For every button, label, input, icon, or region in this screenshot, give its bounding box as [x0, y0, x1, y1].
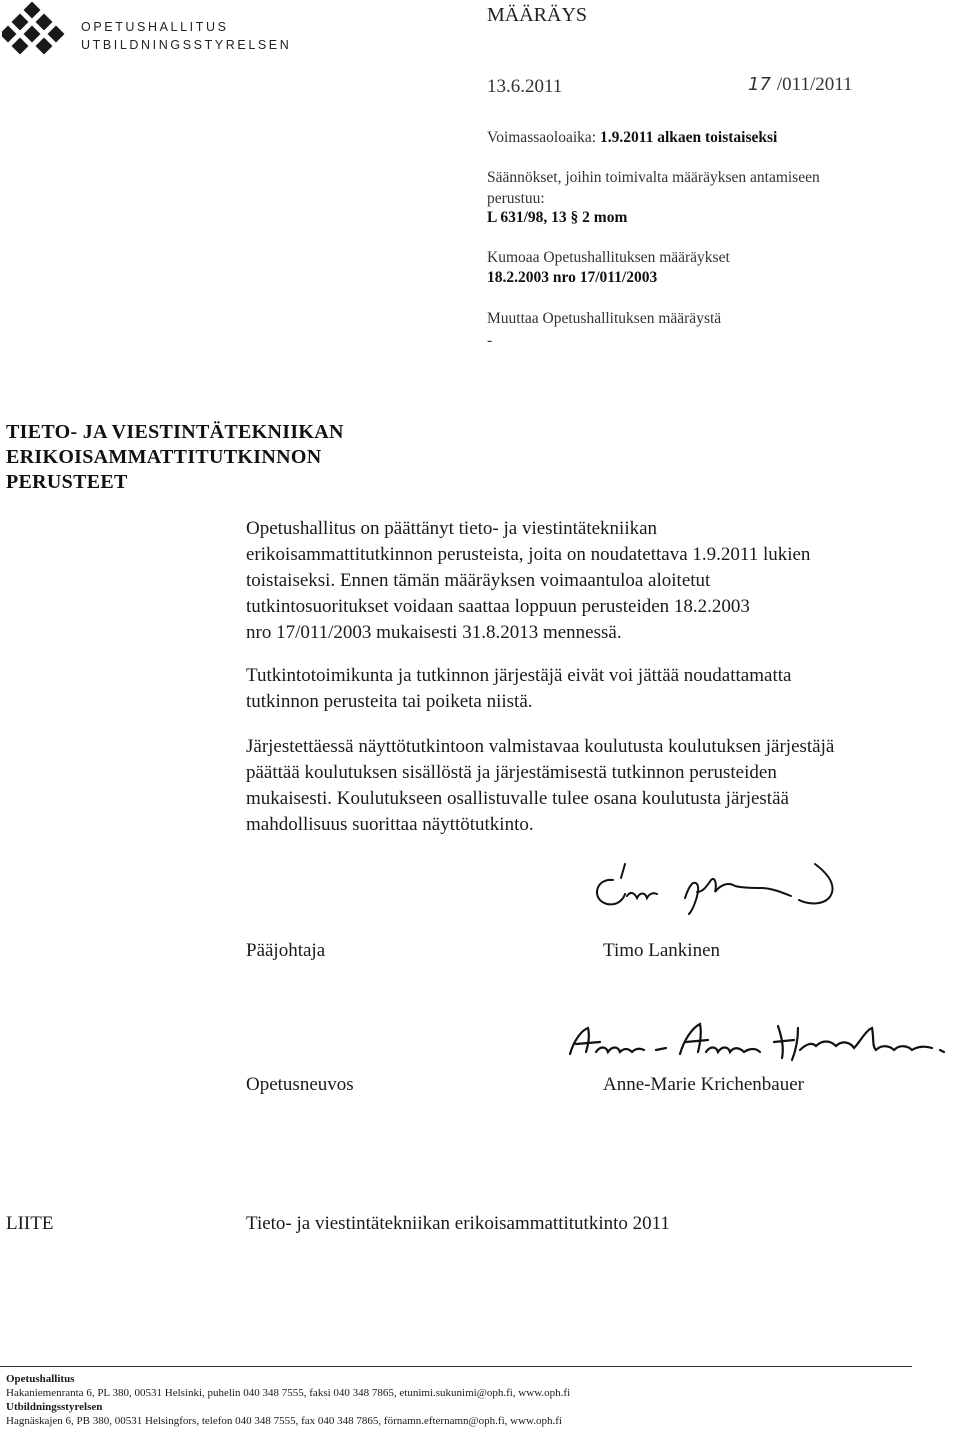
paragraph-2	[246, 663, 791, 715]
signer-1-name: Timo Lankinen	[603, 940, 720, 961]
oph-logo-icon	[2, 2, 68, 62]
footer-divider	[0, 1366, 912, 1367]
paragraph-3	[246, 734, 834, 838]
title-line2: ERIKOISAMMATTITUTKINNON	[6, 446, 322, 468]
org-name-sv: UTBILDNINGSSTYRELSEN	[81, 38, 292, 52]
paragraph-2-line: tutkinnon perusteita tai poiketa niistä.	[246, 691, 533, 712]
doc-date: 13.6.2011	[487, 76, 563, 97]
basis-line2: perustuu:	[487, 190, 545, 207]
paragraph-3-line: Järjestettäessä näyttötutkintoon valmistavaa koulutusta koulutuksen järjestäjä	[246, 736, 835, 757]
org-name-fi: OPETUSHALLITUS	[81, 20, 229, 34]
doc-number-handwritten: 17	[748, 74, 771, 95]
title-line3: PERUSTEET	[6, 471, 128, 493]
paragraph-3-line: mukaisesti. Koulutukseen osallistuvalle tulee osana koulutusta järjestää	[246, 788, 789, 809]
validity-value: 1.9.2011 alkaen toistaiseksi	[599, 129, 778, 146]
signature-timo-lankinen	[585, 858, 845, 918]
paragraph-1-line: erikoisammattitutkinnon perusteista, joita on noudatettava 1.9.2011 lukien	[246, 544, 811, 565]
footer-org-sv: Utbildningsstyrelsen	[6, 1401, 103, 1413]
footer	[6, 1372, 570, 1428]
paragraph-1	[246, 516, 810, 646]
paragraph-1-line: tutkintosuoritukset voidaan saattaa loppuun perusteiden 18.2.2003	[246, 596, 750, 617]
paragraph-1-line: Opetushallitus on päättänyt tieto- ja viestintätekniikan	[246, 518, 658, 539]
validity	[487, 128, 777, 148]
signer-1-role: Pääjohtaja	[246, 940, 326, 961]
title-line1: TIETO- JA VIESTINTÄTEKNIIKAN	[6, 421, 344, 443]
doc-number	[748, 74, 853, 96]
attachment-title: Tieto- ja viestintätekniikan erikoisammattitutkinto 2011	[246, 1213, 670, 1234]
signature-anne-marie-krichenbauer	[560, 1014, 960, 1070]
paragraph-3-line: mahdollisuus suorittaa näyttötutkinto.	[246, 814, 534, 835]
signer-2-role: Opetusneuvos	[246, 1074, 354, 1095]
footer-org-fi: Opetushallitus	[6, 1373, 75, 1385]
repeals-value: 18.2.2003 nro 17/011/2003	[487, 269, 658, 286]
paragraph-1-line: nro 17/011/2003 mukaisesti 31.8.2013 mennessä.	[246, 622, 622, 643]
doc-type: MÄÄRÄYS	[487, 4, 588, 26]
basis-value: L 631/98, 13 § 2 mom	[487, 209, 628, 226]
doc-number-printed: /011/2011	[776, 74, 853, 95]
attachment-label: LIITE	[6, 1213, 54, 1234]
footer-address-sv: Hagnäskajen 6, PB 380, 00531 Helsingfors, telefon 040 348 7555, fax 040 348 7865, förnamn.efternamn@oph.fi, www.oph.fi	[6, 1415, 562, 1427]
repeals-label: Kumoaa Opetushallituksen määräykset	[487, 249, 730, 266]
paragraph-1-line: toistaiseksi. Ennen tämän määräyksen voimaantuloa aloitetut	[246, 570, 711, 591]
amends-label: Muuttaa Opetushallituksen määräystä	[487, 310, 722, 327]
paragraph-2-line: Tutkintotoimikunta ja tutkinnon järjestäjä eivät voi jättää noudattamatta	[246, 665, 792, 686]
signer-2-name: Anne-Marie Krichenbauer	[603, 1074, 804, 1095]
footer-address-fi: Hakaniemenranta 6, PL 380, 00531 Helsinki, puhelin 040 348 7555, faksi 040 348 7865, etunimi.sukunimi@oph.fi, www.oph.fi	[6, 1387, 571, 1399]
basis-line1: Säännökset, joihin toimivalta määräyksen antamiseen	[487, 169, 820, 186]
amends-value: -	[487, 332, 493, 349]
validity-label: Voimassaoloaika:	[487, 129, 597, 146]
paragraph-3-line: päättää koulutuksen sisällöstä ja järjestämisestä tutkinnon perusteiden	[246, 762, 777, 783]
